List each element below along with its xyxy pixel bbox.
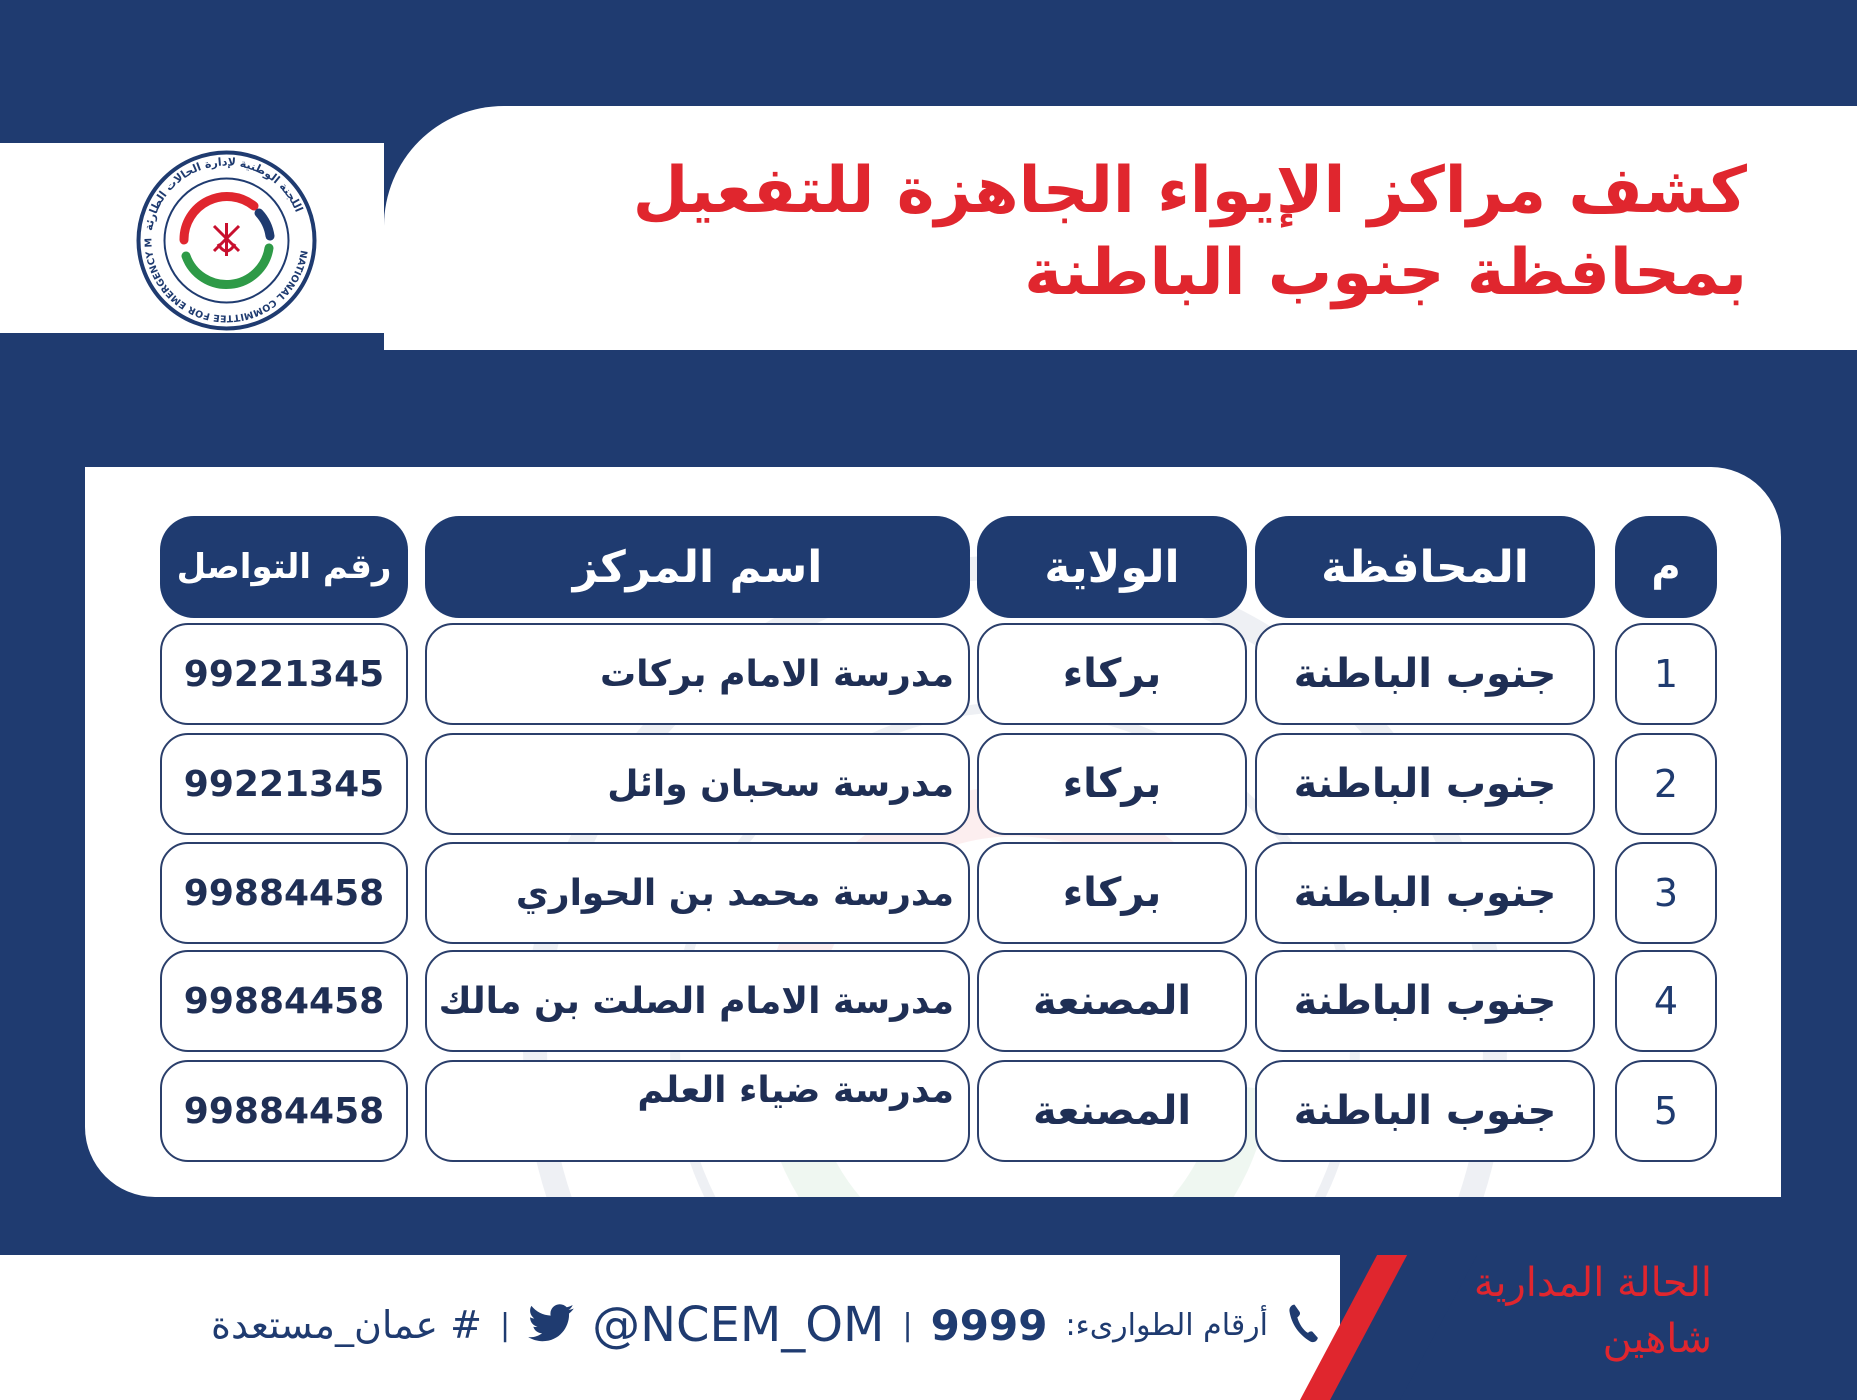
svg-text:اللجنة الوطنية لإدارة الحالات: اللجنة الوطنية لإدارة الحالات الطارئة (142, 155, 306, 232)
separator-2: | (500, 1307, 511, 1343)
row-3-center-name: مدرسة محمد بن الحواري (425, 842, 970, 944)
shelter-table-card (85, 467, 1781, 1197)
header-wilayat: الولاية (977, 516, 1247, 618)
row-4-governorate: جنوب الباطنة (1255, 950, 1595, 1052)
row-2-wilayat: بركاء (977, 733, 1247, 835)
row-2-contact: 99221345 (160, 733, 408, 835)
row-2-governorate: جنوب الباطنة (1255, 733, 1595, 835)
row-4-center-name: مدرسة الامام الصلت بن مالك (425, 950, 970, 1052)
twitter-handle[interactable]: @NCEM_OM (592, 1297, 885, 1353)
row-5-governorate: جنوب الباطنة (1255, 1060, 1595, 1162)
title-line-1: كشف مراكز الإيواء الجاهزة للتفعيل (632, 154, 1747, 228)
weather-status (1392, 1255, 1712, 1367)
row-1-index: 1 (1615, 623, 1717, 725)
row-5-contact: 99884458 (160, 1060, 408, 1162)
title-line-2: بمحافظة جنوب الباطنة (1024, 236, 1747, 310)
row-5-center-name: مدرسة ضياء العلم (425, 1060, 970, 1162)
separator-1: | (902, 1307, 913, 1343)
hotline-number: 9999 (930, 1300, 1048, 1350)
row-1-wilayat: بركاء (977, 623, 1247, 725)
header-contact: رقم التواصل (160, 516, 408, 618)
row-4-index: 4 (1615, 950, 1717, 1052)
twitter-icon (528, 1304, 574, 1346)
row-5-wilayat: المصنعة (977, 1060, 1247, 1162)
hashtag[interactable]: # عمان_مستعدة (211, 1303, 482, 1347)
svg-text:NATIONAL COMMITTEE FOR EMERGEN: NATIONAL COMMITTEE FOR EMERGENCY M (143, 237, 309, 324)
row-5-index: 5 (1615, 1060, 1717, 1162)
storm-name: شاهين (1602, 1316, 1712, 1362)
row-2-index: 2 (1615, 733, 1717, 835)
footer-contact-bar (40, 1285, 1320, 1365)
page-title (547, 150, 1747, 314)
row-2-center-name: مدرسة سحبان وائل (425, 733, 970, 835)
row-4-contact: 99884458 (160, 950, 408, 1052)
row-3-governorate: جنوب الباطنة (1255, 842, 1595, 944)
row-1-contact: 99221345 (160, 623, 408, 725)
ncem-logo (134, 148, 319, 333)
status-line-2 (1392, 1311, 1712, 1367)
status-line-1: الحالة المدارية (1473, 1260, 1712, 1306)
row-1-center-name: مدرسة الامام بركات (425, 623, 970, 725)
row-4-wilayat: المصنعة (977, 950, 1247, 1052)
phone-icon (1286, 1301, 1320, 1349)
header-index: م (1615, 516, 1717, 618)
row-3-wilayat: بركاء (977, 842, 1247, 944)
header-center-name: اسم المركز (425, 516, 970, 618)
hotline-label: أرقام الطوارىء: (1065, 1307, 1268, 1343)
row-3-contact: 99884458 (160, 842, 408, 944)
row-3-index: 3 (1615, 842, 1717, 944)
header-governorate: المحافظة (1255, 516, 1595, 618)
row-1-governorate: جنوب الباطنة (1255, 623, 1595, 725)
